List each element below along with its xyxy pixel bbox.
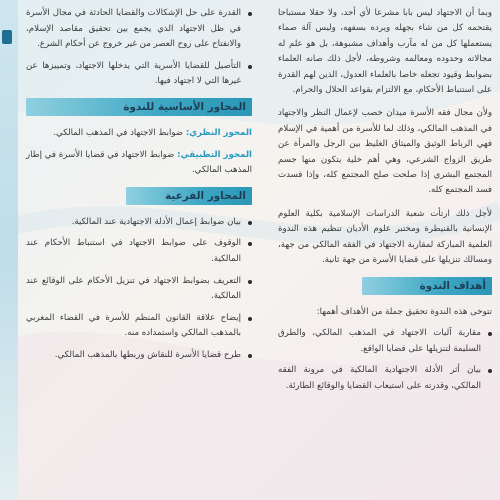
sub-axes-heading: المحاور الفرعية — [126, 187, 252, 205]
bullet-icon — [248, 65, 252, 69]
sub-axes-list — [26, 215, 252, 364]
main-axes-heading: المحاور الأساسية للندوة — [26, 98, 252, 116]
axis-item-theoretical — [26, 126, 252, 142]
bullet-icon — [248, 354, 252, 358]
left-edge-decoration — [0, 0, 18, 500]
bullet-icon — [248, 280, 252, 284]
left-column — [22, 0, 260, 500]
list-item: إيضاح علاقة القانون المنظم للأسرة في القضاء المغربي بالمذهب المالكي واستمداده منه. — [26, 311, 252, 342]
list-item: بيان أثر الأدلة الاجتهادية المالكية في مرونة الفقه المالكي، وقدرته على استيعاب القضايا والوقائع الطارئة. — [278, 363, 492, 394]
top-goals-list — [26, 6, 252, 90]
axis-text: ضوابط الاجتهاد في المذهب المالكي. — [53, 127, 186, 138]
axis-key: المحور التطبيقي: — [177, 149, 253, 160]
bullet-icon — [488, 369, 492, 373]
family-paragraph: ولأن مجال فقه الأسرة ميدان خصب لإعمال النظر والاجتهاد في المذهب المالكي، وذلك لما للأسرة من أهمية في الإسلام فهي الرباط الوثيق والميثاق الغليظ بين الرجل والمرأة عن طريق الزواج الشرعي، وهي أهم خلية يتكون منها جسم المجتمع البشري إذا صلحت صلح المجتمع كله، وإذا فسدت فسد المجتمع كله. — [278, 108, 492, 196]
list-item: التعريف بضوابط الاجتهاد في تنزيل الأحكام على الوقائع عند المالكية. — [26, 274, 252, 305]
axis-item-applied — [26, 148, 252, 179]
list-item: طرح قضايا الأسرة للنقاش وربطها بالمذهب المالكي. — [26, 348, 252, 364]
bullet-icon — [248, 242, 252, 246]
intro-paragraph: وبما أن الاجتهاد ليس بابا مشرعا لأي أحد، ولا حقلا مستباحا يقتحمه كل من شاء بجهله ويرده بسفهه، وليس آلة صماء يستعملها كل من له مآرب وأهداف مشبوهة، بل هو علم له مجالاته وحدوده ومعالمه وشروطه، لأجل ذلك صانه العلماء بضوابط وقيود تجعله خاصا بالعلماء العدول، الذين لهم القدرة على استنباط الأحكام، مع الالتزام بقواعد الحلال والحرام. — [278, 8, 492, 96]
list-item: الوقوف على ضوابط الاجتهاد في استنباط الأحكام عند المالكية. — [26, 236, 252, 267]
goals-list — [278, 326, 492, 394]
right-column — [272, 0, 500, 500]
axis-text: ضوابط الاجتهاد في قضايا الأسرة في إطار المذهب المالكي. — [26, 149, 252, 176]
bullet-icon — [248, 221, 252, 225]
bullet-icon — [488, 332, 492, 336]
list-item: مقاربة آليات الاجتهاد في المذهب المالكي، والطرق السليمة لتنزيلها على قضايا الواقع. — [278, 326, 492, 357]
list-item: التأصيل للقضايا الأسرية التي يدخلها الاجتهاد، وتمييزها عن غيرها التي لا اجتهاد فيها. — [26, 59, 252, 90]
list-item: بيان ضوابط إعمال الأدلة الاجتهادية عند المالكية. — [26, 215, 252, 231]
seminar-paragraph: لأجل ذلك ارتأت شعبة الدراسات الإسلامية بكلية العلوم الإنسانية بالقنيطرة ومختبر علوم الأديان تنظيم هذه الندوة العلمية المباركة لمقاربة الاجتهاد في الفقه المالكي من جهة، ومسالك تنزيلها على قضايا الأسرة من جهة ثانية. — [278, 208, 492, 266]
edge-mark-icon — [2, 30, 12, 44]
goals-heading: أهداف الندوة — [362, 277, 492, 295]
bullet-icon — [248, 317, 252, 321]
axis-key: المحور النظري: — [185, 127, 252, 138]
bullet-icon — [248, 12, 252, 16]
list-item: القدرة على حل الإشكالات والقضايا الحادثة في مجال الأسرة في ظل الاجتهاد الذي يجمع بين تحقيق مقاصد الإسلام، والانفتاح على روح العصر من غير خروج عن أحكام الشرع. — [26, 6, 252, 53]
goals-intro: تتوخى هذه الندوة تحقيق جملة من الأهداف أهمها: — [316, 306, 492, 317]
